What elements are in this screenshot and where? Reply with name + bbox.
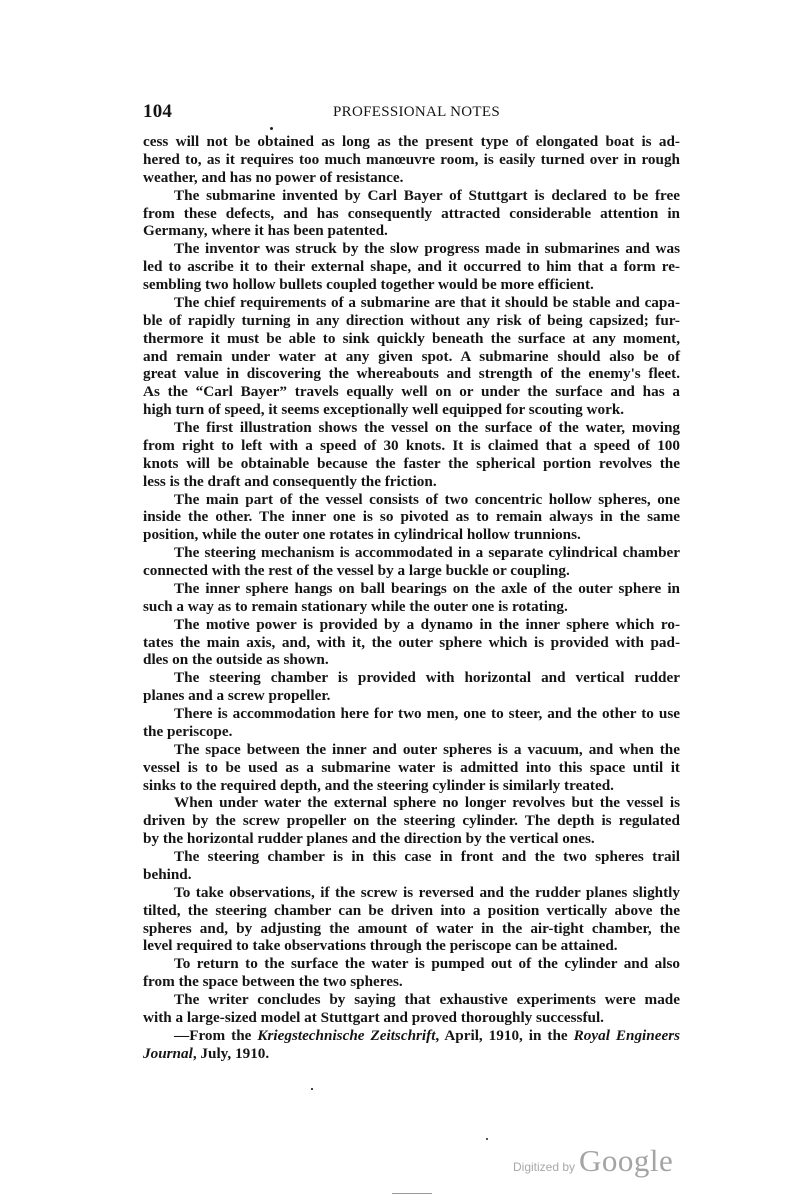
text-line: hered to, as it requires too much manœuvre room, is easily turned over in rough [143,150,680,168]
text-line: cess will not be obtained as long as the present type of elongated boat is ad- [143,133,680,150]
citation-journal: Journal [143,1044,193,1062]
text-line: Germany, where it has been patented. [143,222,388,240]
page-number: 104 [143,101,173,122]
scan-edge-mark [392,1193,432,1194]
google-logo-text: Google [579,1143,674,1178]
paragraph-first-line: When under water the external sphere no longer revolves but the vessel is [174,794,680,812]
text-line: dles on the outside as shown. [143,651,329,669]
text-line: tates the main axis, and, with it, the outer sphere which is provided with pad- [143,633,680,651]
text-line: planes and a screw propeller. [143,687,331,705]
text-line: As the “Carl Bayer” travels equally well on or under the surface and has a [143,383,680,401]
citation-prefix: —From the [174,1026,258,1044]
text-line: thermore it must be able to sink quickly beneath the surface at any moment, [143,329,680,347]
text-line: inside the other. The inner one is so pivoted as to remain always in the same [143,508,680,526]
paragraph-first-line: The main part of the vessel consists of two concentric hollow spheres, one [174,490,680,508]
text-line: level required to take observations through the periscope can be attained. [143,937,618,955]
text-line: weather, and has no power of resistance. [143,168,404,186]
paragraph-first-line: There is accommodation here for two men, one to steer, and the other to use [174,705,680,722]
text-line: the periscope. [143,722,233,740]
text-line: such a way as to remain stationary while the outer one is rotating. [143,597,568,615]
text-line: knots will be obtainable because the faster the spherical portion revolves the [143,454,680,472]
text-line: great value in discovering the whereabouts and strength of the enemy's fleet. [143,365,680,383]
text-line: with a large-sized model at Stuttgart and proved thoroughly successful. [143,1008,604,1026]
paragraph-first-line: The inner sphere hangs on ball bearings on the axle of the outer sphere in [174,579,680,597]
citation-source: Kriegstechnische Zeitschrift [257,1026,436,1044]
paragraph-first-line: To return to the surface the water is pumped out of the cylinder and also [174,955,680,973]
paragraph-first-line: The steering mechanism is accommodated in a separate cylindrical chamber [174,544,680,562]
scan-speck [311,1088,313,1090]
running-title: PROFESSIONAL NOTES [333,104,500,120]
text-line: position, while the outer one rotates in cylindrical hollow trunnions. [143,526,581,544]
text-line: less is the draft and consequently the friction. [143,472,437,490]
paragraph-first-line: The submarine invented by Carl Bayer of Stuttgart is declared to be free [174,186,680,204]
paragraph-first-line: The inventor was struck by the slow progress made in submarines and was [174,240,680,258]
text-line: from the space between the two spheres. [143,973,403,991]
text-line: spheres and, by adjusting the amount of water in the air-tight chamber, the [143,919,680,937]
paragraph-first-line: The motive power is provided by a dynamo in the inner sphere which ro- [174,615,680,633]
watermark-label: Digitized by [513,1160,576,1174]
citation-line [143,1045,680,1063]
paragraph-first-line: The first illustration shows the vessel on the surface of the water, moving [174,419,680,436]
paragraph-first-line: The steering chamber is provided with horizontal and vertical rudder [174,669,680,687]
text-line: led to ascribe it to their external shape, and it occurred to him that a form re- [143,258,680,276]
paragraph-first-line: To take observations, if the screw is reversed and the rudder planes slightly [174,883,680,901]
citation-line [143,1027,680,1045]
scan-speck [270,127,273,130]
text-line: and remain under water at any given spot. A submarine should also be of [143,347,680,365]
article-body [143,133,680,1063]
digitized-by-google-watermark [513,1143,673,1183]
citation-middle: , April, 1910, in the [435,1026,574,1044]
text-line: driven by the screw propeller on the steering cylinder. The depth is regulated [143,812,680,830]
text-line: vessel is to be used as a submarine water is admitted into this space until it [143,758,680,776]
scan-speck [486,1138,488,1140]
text-line: sinks to the required depth, and the steering cylinder is similarly treated. [143,776,614,794]
text-line: behind. [143,865,192,883]
text-line: connected with the rest of the vessel by a large buckle or coupling. [143,562,570,579]
citation-journal: Royal Engineers [573,1026,681,1044]
paragraph-first-line: The writer concludes by saying that exhaustive experiments were made [174,991,680,1008]
paragraph-first-line: The steering chamber is in this case in front and the two spheres trail [174,848,680,865]
running-head [143,101,680,125]
text-line: high turn of speed, it seems exceptionally well equipped for scouting work. [143,401,625,419]
paragraph-first-line: The chief requirements of a submarine are that it should be stable and capa- [174,293,680,311]
text-line: ble of rapidly turning in any direction without any risk of being capsized; fur- [143,311,680,329]
text-line: from these defects, and has consequently attracted considerable attention in [143,204,680,222]
text-line: by the horizontal rudder planes and the direction by the vertical ones. [143,830,595,848]
citation-suffix: , July, 1910. [192,1044,270,1062]
paragraph-first-line: The space between the inner and outer spheres is a vacuum, and when the [174,740,680,758]
text-line: from right to left with a speed of 30 knots. It is claimed that a speed of 100 [143,436,680,454]
text-line: sembling two hollow bullets coupled together would be more efficient. [143,276,594,293]
text-line: tilted, the steering chamber can be driven into a position vertically above the [143,901,680,919]
